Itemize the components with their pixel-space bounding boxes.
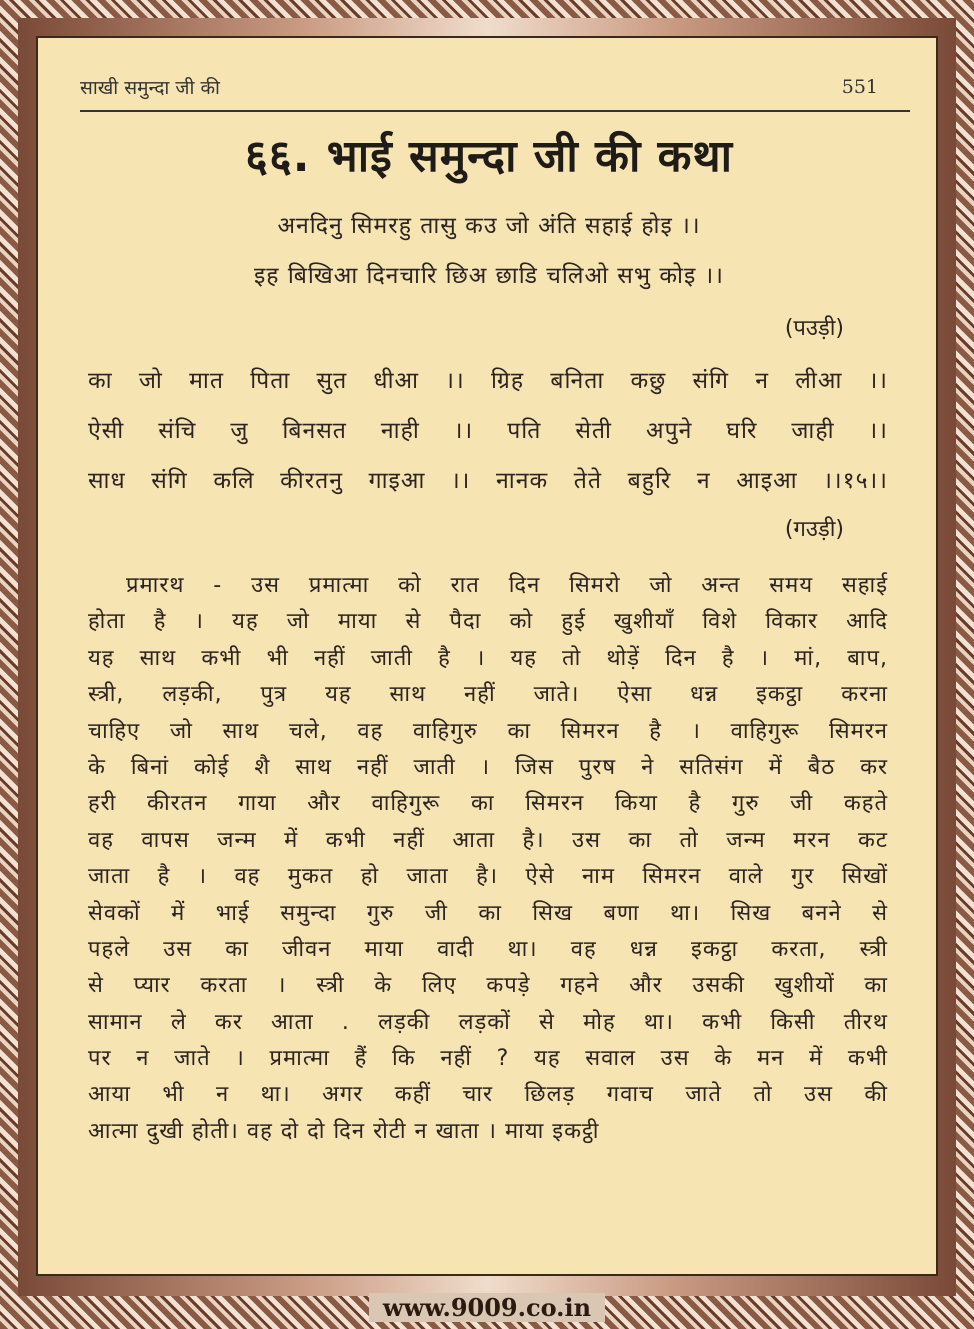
paragraph-line: जाता है । वह मुकत हो जाता है। ऐसे नाम सिमरन वाले गुर सिखों [88, 864, 888, 890]
paragraph-line: आया भी न था। अगर कहीं चार छिलड़ गवाच जाते तो उस की [88, 1082, 888, 1108]
book-page [36, 36, 938, 1276]
paragraph-line: से प्यार करता । स्त्री के लिए कपड़े गहने और उसकी खुशीयों का [88, 973, 888, 999]
paragraph-line: सामान ले कर आता . लड़की लड़कों से मोह था। कभी किसी तीरथ [88, 1009, 888, 1035]
paragraph-line: स्त्री, लड़की, पुत्र यह साथ नहीं जाते। ऐसा धन्न इकट्ठा करना [88, 682, 888, 708]
chapter-title: ६६. भाई समुन्दा जी की कथा [245, 131, 733, 182]
paragraph-line: के बिनां कोई शै साथ नहीं जाती । जिस पुरष ने सतिसंग में बैठ कर [88, 754, 888, 780]
paragraph-line: हरी कीरतन गाया और वाहिगुरू का सिमरन किया है गुरु जी कहते [88, 791, 888, 817]
pauri-line-2: ऐसी संचि जु बिनसत नाही ।। पति सेती अपुने घरि जाही ।। [88, 418, 888, 444]
salok-line-2: इह बिखिआ दिनचारि छिअ छाडि चलिओ सभु कोइ ।। [254, 263, 724, 289]
paragraph-line: प्रमारथ - उस प्रमात्मा को रात दिन सिमरो जो अन्त समय सहाई [126, 573, 888, 598]
paragraph-line: होता है । यह जो माया से पैदा को हुई खुशीयाँ विशे विकार आदि [88, 609, 888, 635]
pauri-line-3: साध संगि कलि कीरतनु गाइआ ।। नानक तेते बहुरि न आइआ ।।१५।। [88, 468, 888, 494]
paragraph-line: पहले उस का जीवन माया वादी था। वह धन्न इकट्ठा करता, स्त्री [88, 936, 888, 962]
paragraph-line: वह वापस जन्म में कभी नहीं आता है। उस का तो जन्म मरन कट [88, 827, 888, 853]
paragraph-line: आत्मा दुखी होती। वह दो दो दिन रोटी न खाता । माया इकट्ठी [88, 1118, 600, 1144]
website-footer [0, 1293, 974, 1322]
verse-tag-gauri: (गउड़ी) [784, 517, 844, 542]
paragraph-line: सेवकों में भाई समुन्दा गुरु जी का सिख बणा था। सिख बनने से [88, 900, 888, 926]
pauri-line-1: का जो मात पिता सुत धीआ ।। ग्रिह बनिता कछु संगि न लीआ ।। [88, 368, 888, 394]
salok-line-1: अनदिनु सिमरहु तासु कउ जो अंति सहाई होइ ।। [277, 213, 701, 239]
paragraph-line: यह साथ कभी भी नहीं जाती है । यह तो थोड़ें दिन है । मां, बाप, [88, 645, 888, 671]
meaning-paragraph [88, 568, 888, 1150]
paragraph-line: पर न जाते । प्रमात्मा हैं कि नहीं ? यह सवाल उस के मन में कभी [88, 1046, 888, 1072]
header-rule [80, 110, 910, 112]
website-url[interactable]: www.9009.co.in [369, 1293, 605, 1322]
verse-tag-pauri: (पउड़ी) [784, 316, 844, 341]
paragraph-line: चाहिए जो साथ चले, वह वाहिगुरु का सिमरन है । वाहिगुरू सिमरन [88, 718, 888, 744]
page-number: 551 [841, 76, 878, 98]
running-header: साखी समुन्दा जी की [80, 77, 220, 99]
